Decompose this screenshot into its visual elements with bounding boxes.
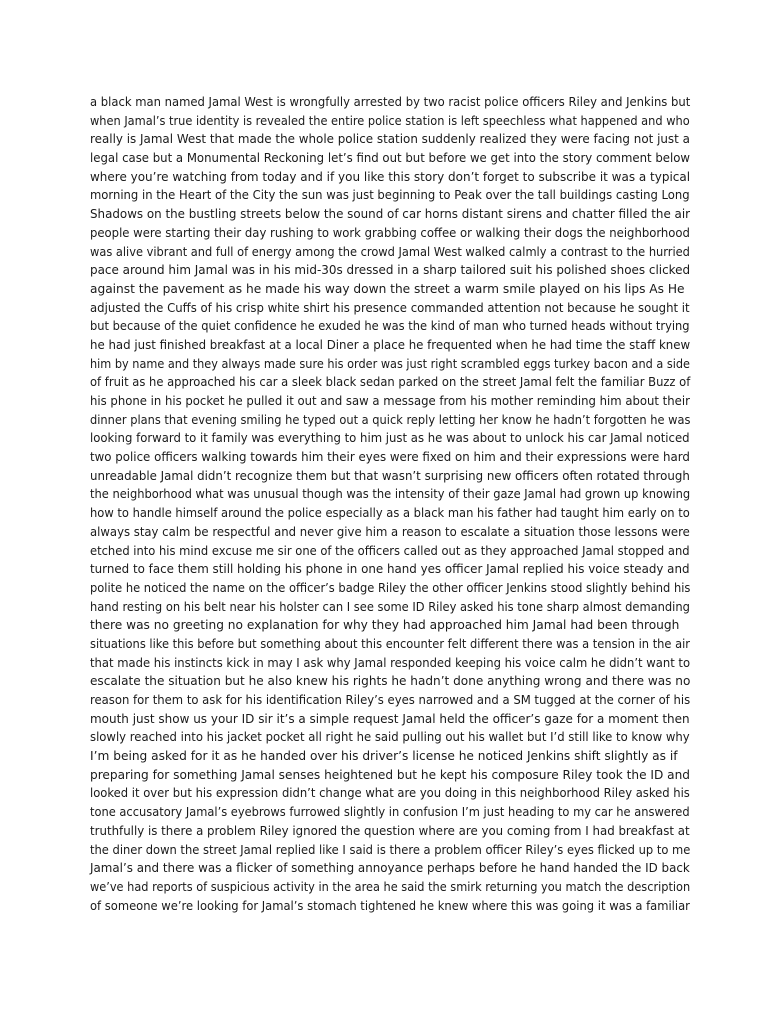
text-line: but because of the quiet confidence he exuded he was the kind of man who turned heads without trying [90,319,690,334]
text-line: his phone in his pocket he pulled it out and saw a message from his mother reminding him about their [90,394,690,408]
text-line: really is Jamal West that made the whole police station suddenly realized they were facing not just a [90,132,690,147]
text-line: always stay calm be respectful and never give him a reason to escalate a situation those lessons were [90,524,690,539]
text-line: situations like this before but something about this encounter felt different there was a tension in the air [90,636,691,651]
text-line: polite he noticed the name on the officer’s badge Riley the other officer Jenkins stood slightly behind his [90,580,691,595]
text-line: that made his instincts kick in may I ask why Jamal responded keeping his voice calm he didn’t want to [90,655,691,670]
text-line: mouth just show us your ID sir it’s a simple request Jamal held the officer’s gaze for a moment then [90,711,690,726]
text-line: where you’re watching from today and if you like this story don’t forget to subscribe it was a typical [90,169,691,184]
text-line: against the pavement as he made his way down the street a warm smile played on his lips As He [90,281,685,296]
text-line: slowly reached into his jacket pocket all right he said pulling out his wallet but I’d still like to know why [90,730,690,745]
text-line: we’ve had reports of suspicious activity in the area he said the smirk returning you match the description [90,879,691,894]
text-line: looked it over but his expression didn’t change what are you doing in this neighborhood Riley asked his [90,786,690,801]
text-line: escalate the situation but he also knew his rights he hadn’t done anything wrong and there was no [90,674,691,689]
text-line: Jamal’s and there was a flicker of something annoyance perhaps before he hand handed the ID back [90,861,690,876]
text-line: the diner down the street Jamal replied like I said is there a problem officer Riley’s eyes flicked up to me [90,842,691,857]
story-text-block [90,93,690,915]
text-line: the neighborhood what was unusual though was the intensity of their gaze Jamal had grown up knowing [90,487,691,502]
text-line: he had just finished breakfast at a local Diner a place he frequented when he had time the staff knew [90,337,691,352]
text-line: etched into his mind excuse me sir one of the officers called out as they approached Jamal stopped and [90,543,690,558]
text-line: looking forward to it family was everything to him just as he was about to unlock his car Jamal noticed [90,431,690,446]
text-line: there was no greeting no explanation for why they had approached him Jamal had been through [90,618,680,633]
text-line: of someone we’re looking for Jamal’s stomach tightened he knew where this was going it was a familiar [90,898,690,913]
text-line: legal case but a Monumental Reckoning let’s find out but before we get into the story comment below [90,151,691,166]
text-line: a black man named Jamal West is wrongfully arrested by two racist police officers Riley and Jenkins but [90,95,691,109]
text-line: pace around him Jamal was in his mid-30s dressed in a sharp tailored suit his polished shoes clicked [90,263,691,278]
text-line: people were starting their day rushing to work grabbing coffee or walking their dogs the neighborhood [90,225,690,240]
text-line: reason for them to ask for his identification Riley’s eyes narrowed and a SM tugged at the corner of his [90,693,691,707]
text-line: dinner plans that evening smiling he typed out a quick reply letting her know he hadn’t forgotten he was [90,412,691,427]
text-line: hand resting on his belt near his holster can I see some ID Riley asked his tone sharp almost demanding [90,599,690,614]
text-line: him by name and they always made sure his order was just right scrambled eggs turkey bacon and a side [90,356,690,371]
text-line: preparing for something Jamal senses heightened but he kept his composure Riley took the ID and [90,767,691,782]
text-line: of fruit as he approached his car a sleek black sedan parked on the street Jamal felt the familiar Buzz of [90,375,691,390]
text-line: tone accusatory Jamal’s eyebrows furrowed slightly in confusion I’m just heading to my car he answered [90,805,690,820]
text-line: I’m being asked for it as he handed over his driver’s license he noticed Jenkins shift slightly as if [90,749,678,764]
text-line: morning in the Heart of the City the sun was just beginning to Peak over the tall buildings casting Long [90,188,690,203]
text-line: was alive vibrant and full of energy among the crowd Jamal West walked calmly a contrast to the hurried [90,244,690,259]
text-line: turned to face them still holding his phone in one hand yes officer Jamal replied his voice steady and [90,562,690,577]
text-line: truthfully is there a problem Riley ignored the question where are you coming from I had breakfast at [90,823,690,838]
text-line: unreadable Jamal didn’t recognize them but that wasn’t surprising new officers often rotated through [90,468,690,483]
text-line: how to handle himself around the police especially as a black man his father had taught him early on to [90,506,690,521]
text-line: adjusted the Cuffs of his crisp white shirt his presence commanded attention not because he sought it [90,300,690,315]
text-line: when Jamal’s true identity is revealed the entire police station is left speechless what happened and who [90,113,690,128]
text-line: two police officers walking towards him their eyes were fixed on him and their expressions were hard [90,450,690,465]
text-line: Shadows on the bustling streets below the sound of car horns distant sirens and chatter filled the air [90,207,691,222]
